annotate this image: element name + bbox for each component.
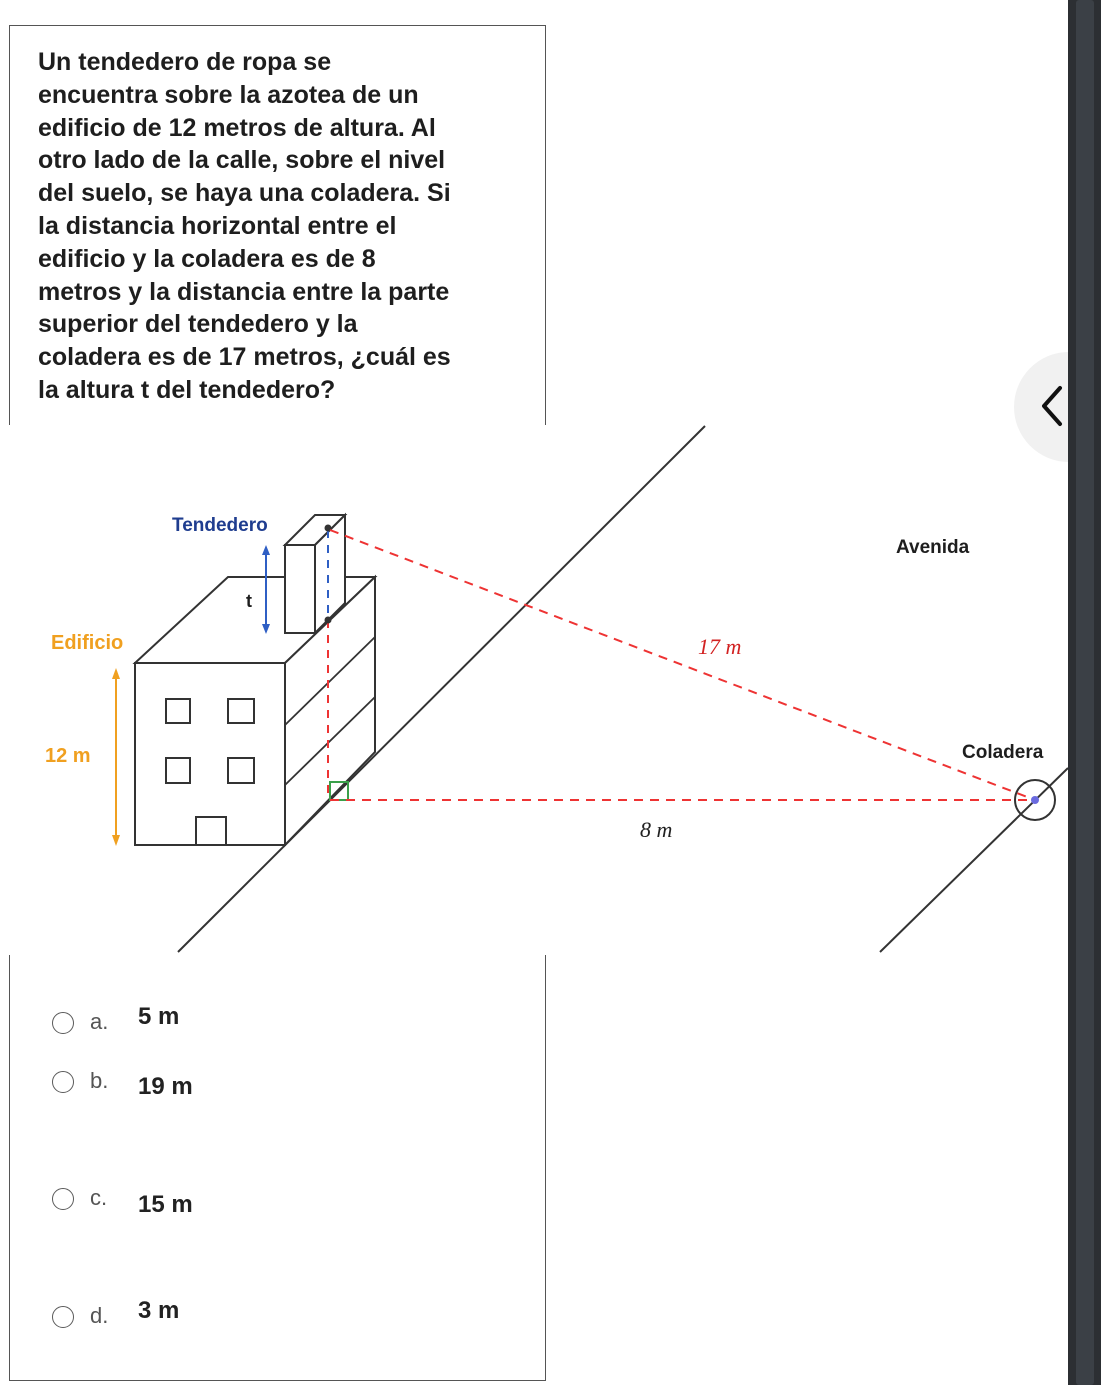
coladera-point (1031, 796, 1039, 804)
window (166, 758, 190, 783)
window (228, 699, 254, 723)
option-value: 3 m (138, 1297, 180, 1324)
coladera-label: Coladera (962, 742, 1044, 763)
base-point (325, 617, 332, 624)
tendedero-front (285, 545, 315, 633)
avenida-label: Avenida (896, 537, 970, 558)
window (166, 699, 190, 723)
question-line: superior del tendedero y la (38, 310, 358, 339)
question-line: edificio de 12 metros de altura. Al (38, 113, 436, 142)
scrollbar-thumb[interactable] (1076, 0, 1094, 1385)
question-line: encuentra sobre la azotea de un (38, 80, 419, 109)
question-line: Un tendedero de ropa se (38, 48, 332, 76)
tendedero-label: Tendedero (172, 515, 268, 536)
base-label: 8 m (640, 817, 673, 842)
radio-button[interactable] (52, 1071, 74, 1093)
option-letter: b. (90, 1068, 109, 1093)
problem-figure (0, 420, 1101, 960)
radio-button[interactable] (52, 1012, 74, 1034)
question-line: otro lado de la calle, sobre el nivel (38, 146, 446, 175)
radio-button[interactable] (52, 1306, 74, 1328)
question-line: la distancia horizontal entre el (38, 211, 397, 240)
question-line: del suelo, se haya una coladera. Si (38, 179, 451, 208)
question-text (38, 46, 518, 407)
window (228, 758, 254, 783)
question-line: metros y la distancia entre la parte (38, 277, 450, 306)
hypotenuse-label: 17 m (698, 634, 742, 659)
t-label: t (246, 591, 252, 611)
question-line: edificio y la coladera es de 8 (38, 244, 376, 273)
option-letter: c. (90, 1185, 108, 1210)
height-label: 12 m (45, 745, 91, 767)
option-letter: a. (90, 1009, 109, 1034)
question-line: la altura t del tendedero? (38, 375, 336, 404)
chevron-left-icon (1040, 384, 1064, 428)
option-value: 19 m (138, 1073, 193, 1100)
option-letter: d. (90, 1303, 109, 1328)
radio-button[interactable] (52, 1188, 74, 1210)
question-line: coladera es de 17 metros, ¿cuál es (38, 343, 451, 372)
option-value: 15 m (138, 1191, 193, 1218)
edificio-label: Edificio (51, 632, 124, 654)
option-value: 5 m (138, 1003, 180, 1030)
